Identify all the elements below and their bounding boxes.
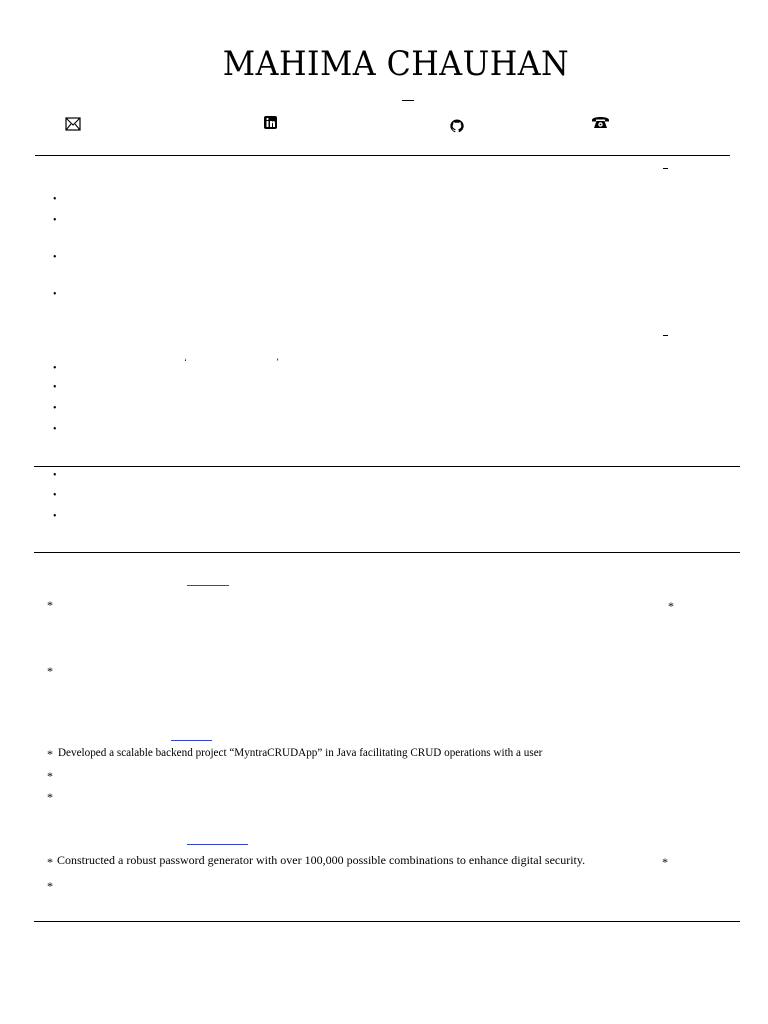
project-bullet-text: Developed a scalable backend project “MyntraCRUDApp” in Java facilitating CRUD operations with a user [58, 745, 543, 759]
bullet: • [53, 215, 57, 226]
bullet: • [53, 490, 57, 501]
star-bullet: * [668, 599, 674, 613]
project-link-underline[interactable] [187, 844, 248, 845]
star-bullet: * [47, 790, 53, 804]
open-quote-mark: ‘ [184, 357, 187, 367]
star-bullet: * [47, 769, 53, 783]
project-link-underline[interactable] [187, 585, 229, 586]
star-bullet: * [47, 598, 53, 612]
bullet: • [53, 252, 57, 263]
bullet: • [53, 363, 57, 374]
envelope-icon[interactable] [65, 116, 81, 132]
linkedin-icon[interactable] [263, 115, 279, 131]
close-quote-mark: ’ [276, 357, 279, 367]
date-dash-marker [663, 335, 668, 336]
bullet: • [53, 194, 57, 205]
date-dash-marker [663, 168, 668, 169]
bullet: • [53, 511, 57, 522]
bullet: • [53, 470, 57, 481]
header-divider [35, 155, 730, 156]
telephone-icon[interactable] [591, 114, 610, 130]
star-bullet: * [47, 855, 53, 869]
github-icon[interactable] [449, 118, 465, 134]
star-bullet: * [662, 855, 668, 869]
star-bullet: * [47, 879, 53, 893]
section-divider [34, 921, 740, 922]
project-link-underline[interactable] [171, 740, 212, 741]
name-underline-mark [402, 100, 414, 101]
section-divider [34, 466, 740, 467]
bullet: • [53, 289, 57, 300]
bullet: • [53, 424, 57, 435]
bullet: • [53, 403, 57, 414]
candidate-name: MAHIMA CHAUHAN [222, 44, 570, 84]
project-bullet-text: Constructed a robust password generator with over 100,000 possible combinations to enhance digital security. [57, 853, 586, 867]
star-bullet: * [47, 664, 53, 678]
bullet: • [53, 382, 57, 393]
star-bullet: * [47, 747, 53, 761]
section-divider [34, 552, 740, 553]
